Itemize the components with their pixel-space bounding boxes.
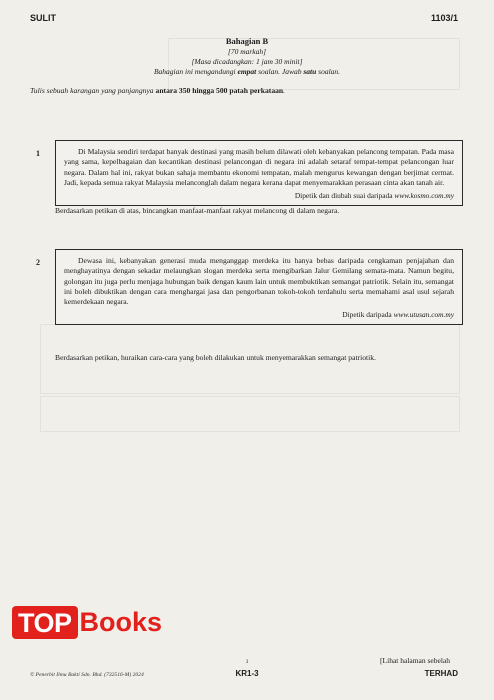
logo-top-mark: TOP <box>12 606 78 639</box>
instruction-pre: Tulis sebuah karangan yang panjangnya <box>30 86 156 95</box>
publisher-copyright: © Penerbit Ilmu Bakti Sdn. Bhd. (732516-M) 2024 <box>30 672 144 678</box>
footer-next-page: [Lihat halaman sebelah <box>380 656 450 665</box>
header-sulit: SULIT <box>30 13 56 23</box>
question-1-number: 1 <box>36 149 40 158</box>
question-2-passage: Dewasa ini, kebanyakan generasi muda menganggap merdeka itu hanya bebas daripada cengkaman penjajahan dan menghayatinya dengan sekadar melaungkan slogan merdeka serta mengibarkan Jalur Gemilang semata-mata. Namun begitu, golongan itu juga perlu menjaga hubungan baik dengan kaum lain untuk membuktikan semangat patriotik. Selain itu, semangat ini boleh dibuktikan dengan cara menghargai jasa dan pengorbanan tokoh-tokoh terdahulu serta memahami asal usul sejarah kemerdekaan negara. <box>64 256 454 307</box>
section-note-mid: soalan. Jawab <box>256 67 304 76</box>
question-2-number: 2 <box>36 258 40 267</box>
footer-classification: TERHAD <box>424 669 458 678</box>
section-note-pre: Bahagian ini mengandungi <box>153 67 238 76</box>
question-1-source-pre: Dipetik dan diubah suai daripada <box>294 191 395 201</box>
section-note-bold-1: empat <box>237 67 257 76</box>
section-note <box>0 67 494 76</box>
question-2-source-url: www.utusan.com.my <box>393 310 454 320</box>
page-number: 3 <box>245 660 249 665</box>
question-1-task: Berdasarkan petikan di atas, bincangkan manfaat-manfaat rakyat melancong di dalam negara. <box>55 206 340 215</box>
topbooks-logo <box>12 606 162 639</box>
header-paper-code: 1103/1 <box>430 13 458 23</box>
question-1-passage: Di Malaysia sendiri terdapat banyak destinasi yang masih belum dilawati oleh kebanyakan pelancong tempatan. Pada masa yang sama, kepelbagaian dan kecantikan destinasi pelancongan di negara ini adalah setaraf tempat-tempat pelancongan luar negara. Dalam hal ini, rakyat bukan sahaja membantu ekonomi tempatan, malah mengurus kewangan dengan berjimat cermat. Jadi, kepada semua rakyat Malaysia melanconglah dalam negara kerana dapat menyemarakkan perasaan cinta akan tanah air. <box>64 147 454 187</box>
section-title: Bahagian B <box>225 36 269 46</box>
instruction-post: . <box>283 86 286 95</box>
logo-books-text: Books <box>79 607 163 637</box>
question-1-passage-box <box>55 140 463 206</box>
question-2-passage-box <box>55 249 463 325</box>
question-1-source-url: www.kosmo.com.my <box>394 191 454 201</box>
section-note-post: soalan. <box>316 67 341 76</box>
section-time: [Masa dicadangkan: 1 jam 30 minit] <box>191 57 303 66</box>
section-marks: [70 markah] <box>227 47 267 56</box>
question-2-source-pre: Dipetik daripada <box>342 310 394 320</box>
footer-code: KR1-3 <box>235 669 259 678</box>
instruction-word-count: antara 350 hingga 500 patah perkataan <box>155 86 284 95</box>
question-2-source <box>64 310 454 319</box>
question-2-task: Berdasarkan petikan, huraikan cara-cara yang boleh dilakukan untuk menyemarakkan semangat patriotik. <box>55 353 376 362</box>
essay-instruction <box>30 86 285 95</box>
section-note-bold-2: satu <box>303 67 317 76</box>
show-through-box-2 <box>40 396 460 432</box>
question-1-source <box>64 191 454 200</box>
